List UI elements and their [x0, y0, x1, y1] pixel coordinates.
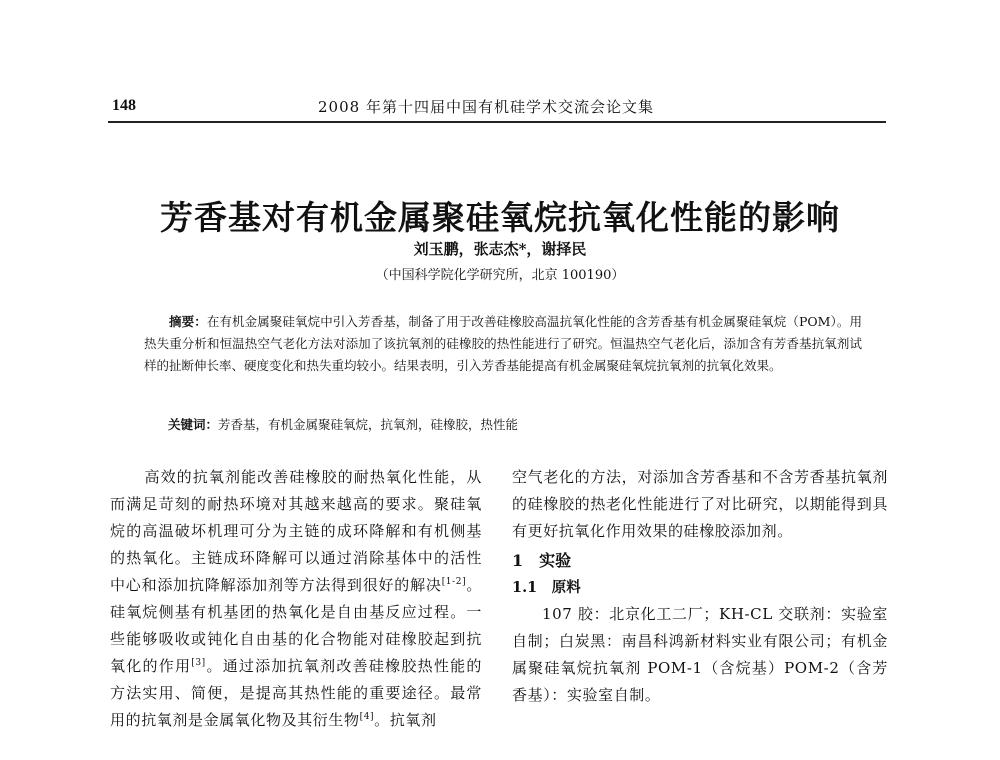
- citation-1: [1-2]: [441, 577, 467, 587]
- left-text-1: 高效的抗氧剂能改善硅橡胶的耐热氧化性能，从而满足苛刻的耐热环境对其越来越高的要求。聚硅氧烷的高温破坏机理可分为主链的成环降解和有机侧基的热氧化。主链成环降解可以通过消除基体中的活性中心和添加抗降解添加剂等方法得到很好的解决: [110, 468, 482, 594]
- abstract: [144, 311, 862, 377]
- authors: 刘玉鹏，张志杰*，谢择民: [413, 240, 587, 258]
- running-header: 2008 年第十四届中国有机硅学术交流会论文集: [318, 98, 654, 116]
- body-left-column: [110, 464, 482, 734]
- affiliation: （中国科学院化学研究所，北京 100190）: [375, 268, 625, 283]
- citation-2: [3]: [191, 658, 206, 668]
- header-rule: [108, 121, 886, 123]
- left-text-4: 。抗氧剂: [374, 711, 437, 729]
- keywords: [168, 414, 862, 436]
- page-number: 148: [112, 97, 136, 114]
- citation-3: [4]: [359, 712, 375, 722]
- abstract-text: 在有机金属聚硅氧烷中引入芳香基，制备了用于改善硅橡胶高温抗氧化性能的含芳香基有机金属聚硅氧烷（POM）。用热失重分析和恒温热空气老化方法对添加了该抗氧剂的硅橡胶的热性能进行了研究。恒温热空气老化后，添加含有芳香基抗氧剂试样的扯断伸长率、硬度变化和热失重均较小。结果表明，引入芳香基能提高有机金属聚硅氧烷抗氧剂的抗氧化效果。: [144, 314, 862, 373]
- right-paragraph-2: 107 胶：北京化工二厂；KH-CL 交联剂：实验室自制；白炭黑：南昌科鸿新材料实业有限公司；有机金属聚硅氧烷抗氧剂 POM-1（含烷基）POM-2（含芳香基）：实验室自制。: [512, 605, 888, 704]
- abstract-label: 摘要：: [169, 314, 207, 329]
- subsection-heading: 1.1 原料: [512, 579, 581, 596]
- body-right-column: [512, 464, 888, 709]
- paper-title: 芳香基对有机金属聚硅氧烷抗氧化性能的影响: [160, 198, 840, 238]
- keywords-label: 关键词：: [168, 417, 219, 432]
- right-paragraph-1: 空气老化的方法，对添加含芳香基和不含芳香基抗氧剂的硅橡胶的热老化性能进行了对比研究，以期能得到具有更好抗氧化作用效果的硅橡胶添加剂。: [512, 468, 888, 540]
- keywords-text: 芳香基，有机金属聚硅氧烷，抗氧剂，硅橡胶，热性能: [218, 417, 519, 432]
- section-heading: 1 实验: [512, 551, 572, 570]
- left-text-3: 。通过添加抗氧剂改善硅橡胶热性能的方法实用、简便，是提高其热性能的重要途径。最常用的抗氧剂是金属氧化物及其衍生物: [110, 657, 482, 729]
- left-text-2: 。硅氧烷侧基有机基团的热氧化是自由基反应过程。一些能够吸收或钝化自由基的化合物能对硅橡胶起到抗氧化的作用: [110, 576, 482, 675]
